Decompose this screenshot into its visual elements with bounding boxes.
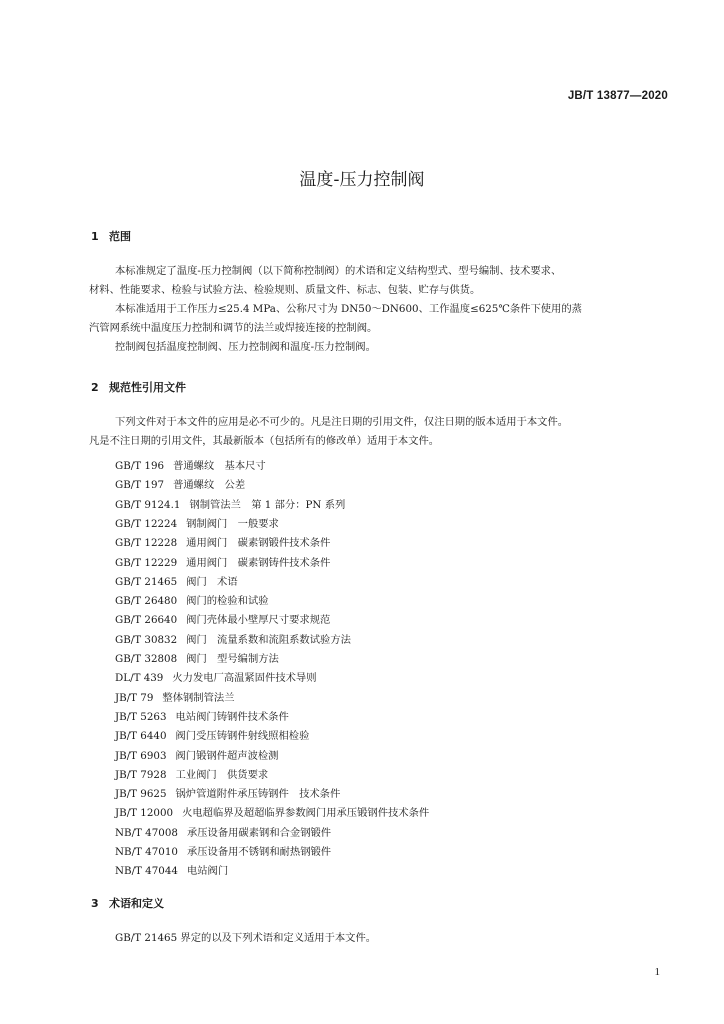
reference-title: 锅炉管道附件承压铸钢件 技术条件	[175, 788, 341, 801]
reference-title: 阀门壳体最小壁厚尺寸要求规范	[186, 614, 331, 627]
reference-item	[115, 747, 278, 762]
paragraph-line: 本标准规定了温度-压力控制阀（以下简称控制阀）的术语和定义结构型式、型号编制、技术要求、	[115, 265, 562, 277]
reference-item	[115, 554, 330, 569]
reference-code: GB/T 196	[115, 460, 165, 472]
reference-item	[115, 766, 268, 781]
section-title: 规范性引用文件	[109, 381, 186, 394]
reference-code: GB/T 12224	[115, 517, 178, 530]
reference-title: 电站阀门	[186, 865, 229, 878]
reference-title: 火力发电厂高温紧固件技术导则	[172, 672, 317, 685]
reference-item	[115, 804, 429, 819]
reference-title: 电站阀门铸钢件技术条件	[175, 710, 289, 723]
reference-title: 整体钢制管法兰	[162, 691, 235, 704]
reference-item	[115, 476, 245, 491]
reference-item	[115, 611, 330, 626]
reference-code: GB/T 12229	[115, 556, 178, 569]
reference-item	[115, 785, 340, 800]
paragraph-line: 控制阀包括温度控制阀、压力控制阀和温度-压力控制阀。	[115, 341, 376, 353]
reference-title: 火电超临界及超超临界参数阀门用承压锻钢件技术条件	[182, 807, 430, 820]
reference-title: 通用阀门 碳素钢铸件技术条件	[186, 556, 331, 569]
reference-title: 钢制管法兰 第 1 部分：PN 系列	[189, 498, 346, 511]
paragraph-line: 下列文件对于本文件的应用是必不可少的。凡是注日期的引用文件，仅注日期的版本适用于本文件。	[115, 416, 569, 428]
reference-title: 通用阀门 碳素钢锻件技术条件	[186, 537, 331, 550]
reference-item	[115, 689, 235, 704]
page-title: 温度-压力控制阀	[299, 170, 425, 190]
section-number: 3	[91, 897, 99, 910]
reference-title: 阀门锻钢件超声波检测	[175, 749, 279, 762]
reference-title: 阀门 型号编制方法	[186, 653, 279, 665]
reference-code: NB/T 47044	[115, 865, 178, 878]
reference-title: 普通螺纹 基本尺寸	[173, 460, 266, 472]
reference-item	[115, 824, 331, 839]
reference-title: 阀门的检验和试验	[186, 595, 269, 608]
reference-item	[115, 631, 351, 646]
reference-code: JB/T 5263	[115, 710, 167, 723]
reference-code: JB/T 79	[115, 691, 154, 704]
reference-item	[115, 592, 269, 607]
reference-code: JB/T 9625	[115, 788, 167, 801]
section-title: 术语和定义	[109, 897, 164, 910]
reference-item	[115, 457, 266, 472]
reference-title: 阀门 术语	[186, 575, 238, 588]
reference-title: 阀门受压铸钢件射线照相检验	[175, 730, 310, 743]
reference-item	[115, 669, 317, 684]
reference-code: GB/T 32808	[115, 653, 178, 665]
reference-code: GB/T 21465	[115, 575, 178, 588]
reference-item	[115, 650, 279, 665]
reference-item	[115, 534, 330, 549]
reference-title: 承压设备用不锈钢和耐热钢锻件	[186, 846, 332, 858]
reference-title: 普通螺纹 公差	[173, 479, 246, 492]
section-1-heading	[91, 228, 131, 244]
section-2-heading	[91, 379, 186, 395]
reference-title: 钢制阀门 一般要求	[186, 517, 279, 530]
paragraph-line: 汽管网系统中温度压力控制和调节的法兰或焊接连接的控制阀。	[89, 322, 378, 334]
reference-item	[115, 573, 238, 588]
reference-code: JB/T 7928	[115, 768, 167, 781]
reference-code: NB/T 47010	[115, 846, 178, 858]
reference-code: GB/T 26480	[115, 595, 178, 608]
reference-code: DL/T 439	[115, 672, 164, 685]
paragraph-line: GB/T 21465 界定的以及下列术语和定义适用于本文件。	[115, 932, 377, 944]
reference-item	[115, 843, 331, 858]
reference-item	[115, 862, 228, 877]
reference-code: GB/T 12228	[115, 537, 178, 550]
section-3-heading	[91, 895, 164, 911]
reference-code: JB/T 12000	[115, 807, 174, 820]
reference-item	[115, 727, 309, 742]
reference-item	[115, 515, 279, 530]
section-number: 2	[91, 381, 99, 394]
reference-title: 工业阀门 供货要求	[175, 768, 269, 781]
page-number: 1	[654, 966, 660, 978]
paragraph-line: 本标准适用于工作压力≤25.4 MPa、公称尺寸为 DN50～DN600、工作温度≤625℃条件下使用的蒸	[115, 303, 582, 315]
reference-code: GB/T 26640	[115, 614, 178, 627]
reference-title: 阀门 流量系数和流阻系数试验方法	[186, 633, 351, 646]
paragraph-line: 凡是不注日期的引用文件，其最新版本（包括所有的修改单）适用于本文件。	[89, 435, 440, 447]
reference-code: GB/T 9124.1	[115, 498, 181, 511]
reference-title: 承压设备用碳素钢和合金钢锻件	[186, 826, 332, 839]
section-title: 范围	[109, 230, 131, 243]
section-number: 1	[91, 230, 99, 243]
reference-item	[115, 496, 345, 511]
reference-code: JB/T 6903	[115, 749, 167, 762]
reference-code: GB/T 197	[115, 479, 165, 492]
reference-code: NB/T 47008	[115, 826, 178, 839]
paragraph-line: 材料、性能要求、检验与试验方法、检验规则、质量文件、标志、包装、贮存与供货。	[89, 284, 481, 296]
reference-item	[115, 708, 289, 723]
standard-code: JB/T 13877—2020	[567, 90, 668, 102]
reference-code: JB/T 6440	[115, 730, 167, 743]
reference-code: GB/T 30832	[115, 633, 178, 646]
